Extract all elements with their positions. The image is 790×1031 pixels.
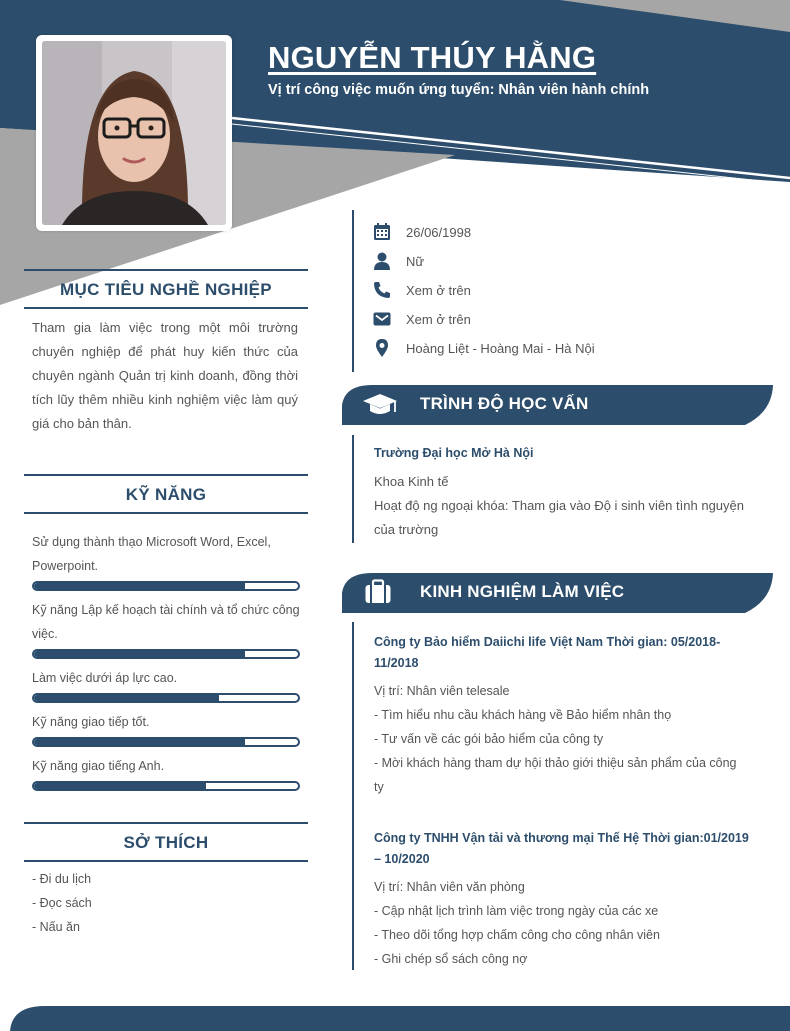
skill-label: Làm việc dưới áp lực cao. [32, 671, 178, 685]
job-duty: - Tìm hiểu nhu cầu khách hàng về Bảo hiểm nhân thọ [374, 708, 672, 722]
education-faculty: Khoa Kinh tế [374, 474, 449, 489]
phone-icon [372, 280, 392, 300]
skill-bar-fill [34, 739, 245, 745]
skill-bar [32, 581, 300, 591]
user-icon [372, 251, 392, 271]
contact-birthdate [372, 221, 471, 243]
job-duty: - Cập nhật lịch trình làm việc trong ngày của các xe [374, 904, 659, 918]
skill-bar-fill [34, 695, 219, 701]
contact-divider [352, 210, 354, 372]
desired-position: Vị trí công việc muốn ứng tuyển: Nhân viên hành chính [268, 82, 650, 98]
job-role: Vị trí: Nhân viên telesale [374, 684, 510, 698]
skill-label: Kỹ năng Lập kế hoạch tài chính và tổ chức công việc. [32, 603, 300, 641]
contact-address [372, 337, 595, 359]
contact-email [372, 308, 471, 330]
address-text: Hoàng Liệt - Hoàng Mai - Hà Nội [406, 340, 595, 356]
contact-phone [372, 279, 471, 301]
objective-heading [24, 269, 308, 309]
skill-bar-fill [34, 583, 245, 589]
education-title: TRÌNH ĐỘ HỌC VẤN [420, 394, 589, 413]
skill-label: Sử dụng thành thạo Microsoft Word, Excel, Powerpoint. [32, 535, 271, 573]
job-duty: - Tư vấn về các gói bảo hiểm của công ty [374, 732, 604, 746]
skill-label: Kỹ năng giao tiếp tốt. [32, 715, 150, 729]
objective-title: MỤC TIÊU NGHỀ NGHIỆP [60, 280, 272, 299]
profile-photo-frame [36, 35, 232, 231]
map-marker-icon [372, 338, 392, 358]
job-company: Công ty TNHH Vận tải và thương mại Thế Hệ Thời gian:01/2019 – 10/2020 [374, 831, 749, 866]
contact-gender [372, 250, 424, 272]
skill-bar [32, 649, 300, 659]
education-school: Trường Đại học Mở Hà Nội [374, 446, 534, 460]
education-activity: Hoạt độ ng ngoại khóa: Tham gia vào Độ i sinh viên tình nguyện của trường [374, 498, 744, 537]
hobbies-heading [24, 822, 308, 862]
hobby-item: - Nấu ăn [32, 920, 80, 934]
gender-text: Nữ [406, 253, 425, 269]
profile-photo [42, 41, 226, 225]
skill-bar [32, 781, 300, 791]
job-duty: - Mời khách hàng tham dự hội thảo giới thiệu sản phẩm của công ty [374, 756, 737, 794]
job-duty: - Ghi chép sổ sách công nợ [374, 952, 528, 966]
hobby-item: - Đọc sách [32, 896, 92, 910]
skill-bar [32, 693, 300, 703]
job-role: Vị trí: Nhân viên văn phòng [374, 880, 525, 894]
skill-bar-fill [34, 651, 245, 657]
job-company: Công ty Bảo hiểm Daiichi life Việt Nam Thời gian: 05/2018-11/2018 [374, 635, 721, 670]
skill-label: Kỹ năng giao tiếng Anh. [32, 759, 165, 773]
hobbies-title: SỞ THÍCH [123, 833, 209, 852]
skill-bar [32, 737, 300, 747]
birthdate-text: 26/06/1998 [406, 224, 472, 240]
experience-divider [352, 622, 354, 970]
candidate-name: NGUYỄN THÚY HẰNG [268, 40, 597, 75]
experience-title: KINH NGHIỆM LÀM VIỆC [420, 582, 625, 601]
calendar-icon [372, 222, 392, 242]
objective-text: Tham gia làm việc trong một môi trường chuyên nghiệp để phát huy kiến thức của chuyên ngành Quản trị kinh doanh, đồng thời tích lũy thêm nhiều kinh nghiệm việc làm quý giá cho bản thân. [32, 320, 298, 431]
phone-text: Xem ở trên [406, 282, 471, 298]
job-duty: - Theo dõi tổng hợp chấm công cho công nhân viên [374, 928, 660, 942]
skill-bar-fill [34, 783, 206, 789]
graduation-cap-icon [362, 392, 398, 418]
education-divider [352, 435, 354, 543]
hobby-item: - Đi du lịch [32, 872, 92, 886]
skills-heading [24, 474, 308, 514]
email-text: Xem ở trên [406, 311, 471, 327]
skills-title: KỸ NĂNG [125, 485, 207, 504]
briefcase-icon [364, 579, 392, 605]
envelope-icon [372, 309, 392, 329]
